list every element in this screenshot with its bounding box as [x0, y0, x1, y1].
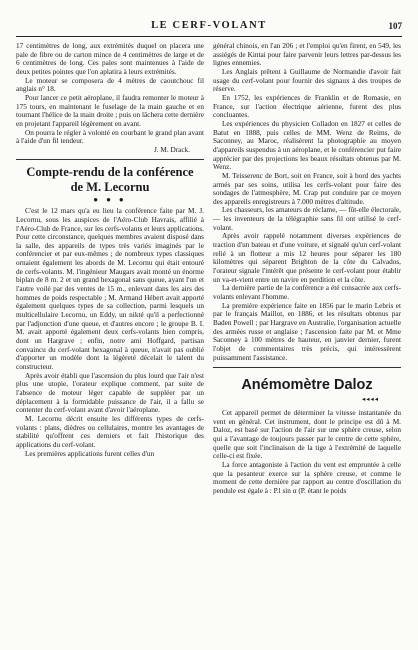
paragraph: 17 centimètres de long, aux extrémités duquel on placera une pale de fibre ou de carton mince de 4 centimètres de large et de 6 centimètres de long. Ces pales sont maintenues à l'aide de deux petites pointes que l'on aplatira à leurs extrémités. — [16, 42, 204, 76]
paragraph: Le moteur se composera de 4 mètres de caoutchouc fil anglais n° 18. — [16, 76, 204, 94]
paragraph: En 1752, les expériences de Franklin et de Romasie, en France, sur l'action électrique aérienne, furent des plus concluantes. — [213, 93, 401, 120]
section-title-line-1: Compte-rendu de la conférence — [26, 164, 194, 179]
paragraph: La première expérience faite en 1856 par le marin Lebris et par le français Maillot, en 1886, et les résultats obtenus par Baden Powell ; par Hargrave en Australie, l'organisation actuelle des armées russe et anglaise ; l'ascension faite par M. et Mme Saconney à 100 mètres de hauteur, en janvier dernier, furent l'objet de commentaires très précis, qui intéressèrent puissamment l'assistance. — [213, 301, 401, 362]
right-column — [213, 42, 401, 496]
page-header — [16, 20, 402, 34]
paragraph: C'est le 12 mars qu'a eu lieu la conférence faite par M. J. Lecornu, sous les auspices de l'Aéro-Club Havrais, affilié à l'Aéro-Club de France, sur les cerfs-volants et leurs applications. Pour cette circonstance, quelques membres avaient disposé dans la salle, des appareils de types très variés imaginés par le conférencier et par eux-mêmes ; de nombreux types classiques ornaient également les abords de M. Lecornu qui était entouré de cerfs-volants. M. l'ingénieur Maugars avait monté un énorme biplan de 8 m. 2 et un grand hexagonal sans queue, ayant l'un et l'autre voilé par des ventes de 15 m., enlevant dans les airs des hommes de poids respectable ; M. Armand Hébert avait apporté également quelques types de sa collection, parmi lesquels un multicellulaire Lecornu, un Eddy, un nikté qu'il a perfectionné par l'adjonction d'une queue, et d'autres encore ; le groupe B. I. M. avait apporté également deux cerfs-volants bien compris, dont un Hargrave ; enfin, notre ami Hoffgard, partisan convaincu du cerf-volant hexagonal à queue, n'avait pas oublié d'apporter un modèle dont la légèreté décelait le talent du constructeur. — [16, 207, 204, 371]
paragraph: Les chasseurs, les amateurs de réclame, — fût-elle électorale, — les inventeurs de la télégraphie sans fil ont utilisé le cerf-volant. — [213, 206, 401, 232]
section-title — [16, 165, 204, 195]
paragraph: Après avoir rappelé notamment diverses expériences de traction d'un bateau et d'une voiture, et signalé qu'un cerf-volant relié à un flotteur a mis 12 heures pour séparer les 180 kilomètres qui séparent Brighton de la côte du Calvados, l'orateur signale l'intérêt que présente le cerf-volant pour établir un va-et-vient entre un navire en perdition et la côte. — [213, 232, 401, 284]
anemometer-section-header — [213, 367, 401, 405]
author-signature: J. M. Drack. — [153, 145, 190, 154]
page-number: 107 — [388, 21, 402, 31]
paragraph: Après avoir établi que l'ascension du plus lourd que l'air n'est plus une utopie, l'orateur explique comment, par suite de l'absence de moteur léger capable de suppléer par un déplacement à la formidable puissance de l'air, il a fallu se contenter du cerf-volant avant d'avoir l'aéroplane. — [16, 371, 204, 415]
title-ornament: ◂◂◂◂ — [361, 396, 379, 404]
paragraph: M. Teisserenc de Bort, soit en France, soit à bord des yachts armés par ses soins, utilisa les cerfs-volant pour faire des sondages de l'atmosphère, M. Crap put conduire par ce moyen des appareils enregistreurs à 7.000 mètres d'altitude. — [213, 171, 401, 206]
paragraph: M. Lecornu décrit ensuite les différents types de cerfs-volants : plans, dièdres ou cellulaires, montre les avantages de stabilité qu'offrent ces derniers et fait l'historique des applications du cerf-volant. — [16, 414, 204, 449]
paragraph: La force antagoniste à l'action du vent est empruntée à celle que la pesanteur exerce sur la sphère creuse, et comme le moment de cette dernière par rapport au centre d'oscillation du pendule est égale à : P.l sin α (P. étant le poids — [213, 460, 401, 495]
header-rule — [16, 36, 402, 37]
journal-title: LE CERF-VOLANT — [151, 20, 267, 31]
section-divider — [16, 159, 204, 160]
paragraph: Les expériences du physicien Colladon en 1827 et celles de Batut en 1888, puis celles de MM. Wenz de Reims, de Saconney, au Maroc, réalisèrent la photographie au moyen d'appareils suspendus à un aéroplane, et le conférencier put faire apprécier par des projections les beaux résultats obtenus par M. Wenz. — [213, 119, 401, 172]
paragraph: Pour lancer ce petit aéroplane, il faudra remonter le moteur à 175 tours, en maintenant le fuselage de la main gauche et en tournant l'hélice de la main droite ; puis on lâchera cette dernière en projetant l'appareil légèrement en avant. — [16, 93, 204, 128]
paragraph: Cet appareil permet de déterminer la vitesse instantanée du vent en général. Cet instrument, dont le principe est dû à M. Daloz, est basé sur l'action de l'air sur une sphère creuse, selon qui a l'avantage de toujours passer par le centre de cette sphère, quelle que soit l'inclinaison de la tige à l'extrémité de laquelle celle-ci est fixée. — [213, 408, 401, 461]
paragraph: On pourra le régler à volonté en courbant le grand plan avant à l'aide d'un fil tendeur. — [16, 128, 204, 146]
section-title-line-2: de M. Lecornu — [70, 179, 150, 194]
paragraph: Les premières applications furent celles d'un — [25, 449, 155, 458]
paragraph: Les Anglais prêtent à Guillaume de Normandie d'avoir fait usage du cerf-volant pour fournir des signaux à des troupes de réserve. — [213, 67, 401, 94]
title-ornament: ● ● ● — [93, 194, 127, 204]
paragraph: La dernière partie de la conférence a été consacrée aux cerfs-volants enlevant l'homme. — [213, 284, 401, 302]
left-column — [16, 42, 204, 458]
paragraph: général chinois, en l'an 206 ; et l'emploi qu'en firent, en 549, les assiégés de Kintai pour faire parvenir leurs lettres par-dessus les lignes ennemies. — [213, 42, 401, 68]
section-title: Anémomètre Daloz — [241, 377, 373, 394]
